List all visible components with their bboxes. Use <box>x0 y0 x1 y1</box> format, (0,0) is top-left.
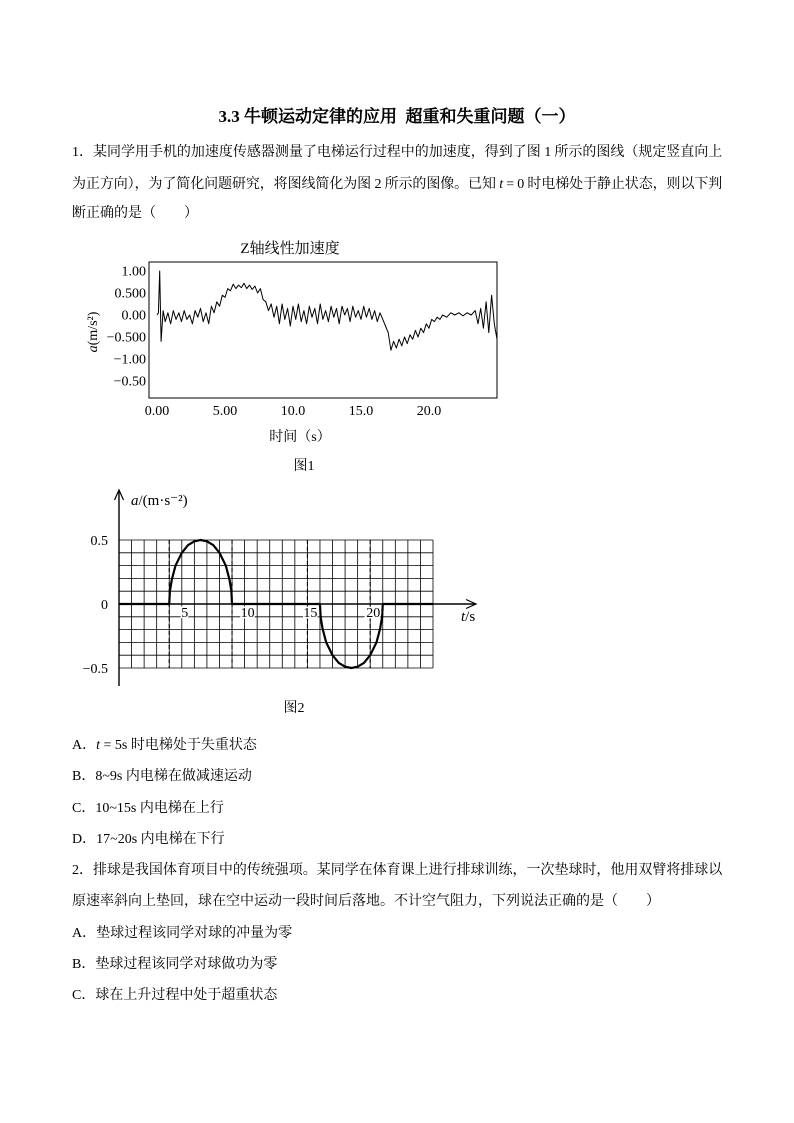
x-tick-label: 0.00 <box>144 404 170 419</box>
figure-1-caption: 图1 <box>293 459 315 474</box>
y-tick-label: −0.500 <box>106 330 146 346</box>
option-1b <box>72 767 722 787</box>
option-label: D． <box>72 832 97 847</box>
option-label: B． <box>72 957 96 972</box>
page-title: 3.3 牛顿运动定律的应用 超重和失重问题（一） <box>218 107 576 126</box>
x-tick-label: 10.0 <box>280 404 306 419</box>
series-curve <box>119 540 433 668</box>
stem-text: = 0 时电梯处于静止状态，则以下判 <box>502 177 722 192</box>
option-text: 球在上升过程中处于超重状态 <box>95 988 278 1003</box>
y-tick-label: 1.00 <box>121 264 146 280</box>
option-label: A． <box>72 926 97 941</box>
y-tick-label: 0 <box>101 598 108 613</box>
y-axis-variable: a <box>131 493 139 509</box>
y-tick-label: 0.500 <box>114 286 146 302</box>
x-tick-label: 5 <box>181 606 189 621</box>
x-tick-label: 20.0 <box>416 404 442 419</box>
x-axis-variable: t <box>461 609 466 625</box>
option-text: 垫球过程该同学对球的冲量为零 <box>96 926 293 941</box>
series-line <box>157 271 497 350</box>
option-2a <box>72 924 722 944</box>
y-axis-unit: (m/s²) <box>86 311 101 346</box>
option-2b <box>72 955 722 975</box>
plot-frame <box>149 262 497 398</box>
figure-2-chart <box>83 490 476 716</box>
option-label: C． <box>72 988 96 1003</box>
option-text: 垫球过程该同学对球做功为零 <box>95 957 278 972</box>
question-1-stem-line-3: 断正确的是（ ） <box>72 206 198 221</box>
x-tick-label: 10 <box>240 606 255 621</box>
y-axis-label <box>131 493 188 509</box>
y-tick-label: −0.5 <box>82 662 108 677</box>
figure-2-caption: 图2 <box>283 701 305 716</box>
chart-marks <box>107 265 497 420</box>
y-tick-label: 0.00 <box>121 308 146 324</box>
option-label: A． <box>72 738 97 753</box>
option-1a <box>72 736 722 756</box>
chart-title: Z轴线性加速度 <box>240 241 340 257</box>
option-text: 8~9s 内电梯在做减速运动 <box>95 769 252 784</box>
y-tick-label: −1.00 <box>113 352 146 368</box>
x-tick-label: 5.00 <box>212 404 238 419</box>
question-2-stem-line-2: 原速率斜向上垫回，球在空中运动一段时间后落地。不计空气阻力，下列说法正确的是（ ） <box>72 894 660 909</box>
variable-t: t <box>499 177 503 192</box>
x-axis-unit: /s <box>465 609 476 625</box>
option-label: B． <box>72 769 96 784</box>
x-tick-label: 20 <box>366 606 381 621</box>
y-tick-label: −0.50 <box>113 374 146 390</box>
option-label: C． <box>72 801 96 816</box>
option-text: 10~15s 内电梯在上行 <box>95 801 224 816</box>
y-axis-unit: /(m·s⁻²) <box>138 493 188 509</box>
y-tick-label: 0.5 <box>90 534 108 549</box>
x-axis-label: 时间（s） <box>269 430 331 445</box>
question-1-stem-line-1: 1．某同学用手机的加速度传感器测量了电梯运行过程中的加速度，得到了图 1 所示的图线（规定竖直向上 <box>72 145 722 160</box>
option-1d <box>72 830 722 850</box>
y-axis-label <box>86 311 101 352</box>
x-tick-label: 15 <box>303 606 318 621</box>
variable-t: t <box>96 738 101 753</box>
y-axis-variable: a <box>86 345 101 353</box>
curve <box>119 540 433 668</box>
option-2c <box>72 986 722 1006</box>
question-2-stem-line-1: 2．排球是我国体育项目中的传统强项。某同学在体育课上进行排球训练，一次垫球时，他用双臂将排球以 <box>72 863 722 878</box>
figure-1-chart <box>86 239 497 474</box>
option-1c <box>72 799 722 819</box>
x-axis-label <box>461 609 475 625</box>
option-text: 17~20s 内电梯在下行 <box>96 832 225 847</box>
option-text: = 5s 时电梯处于失重状态 <box>100 738 257 753</box>
x-tick-label: 15.0 <box>348 404 374 419</box>
stem-text: 为正方向），为了简化问题研究，将图线简化为图 2 所示的图像。已知 <box>72 177 500 192</box>
